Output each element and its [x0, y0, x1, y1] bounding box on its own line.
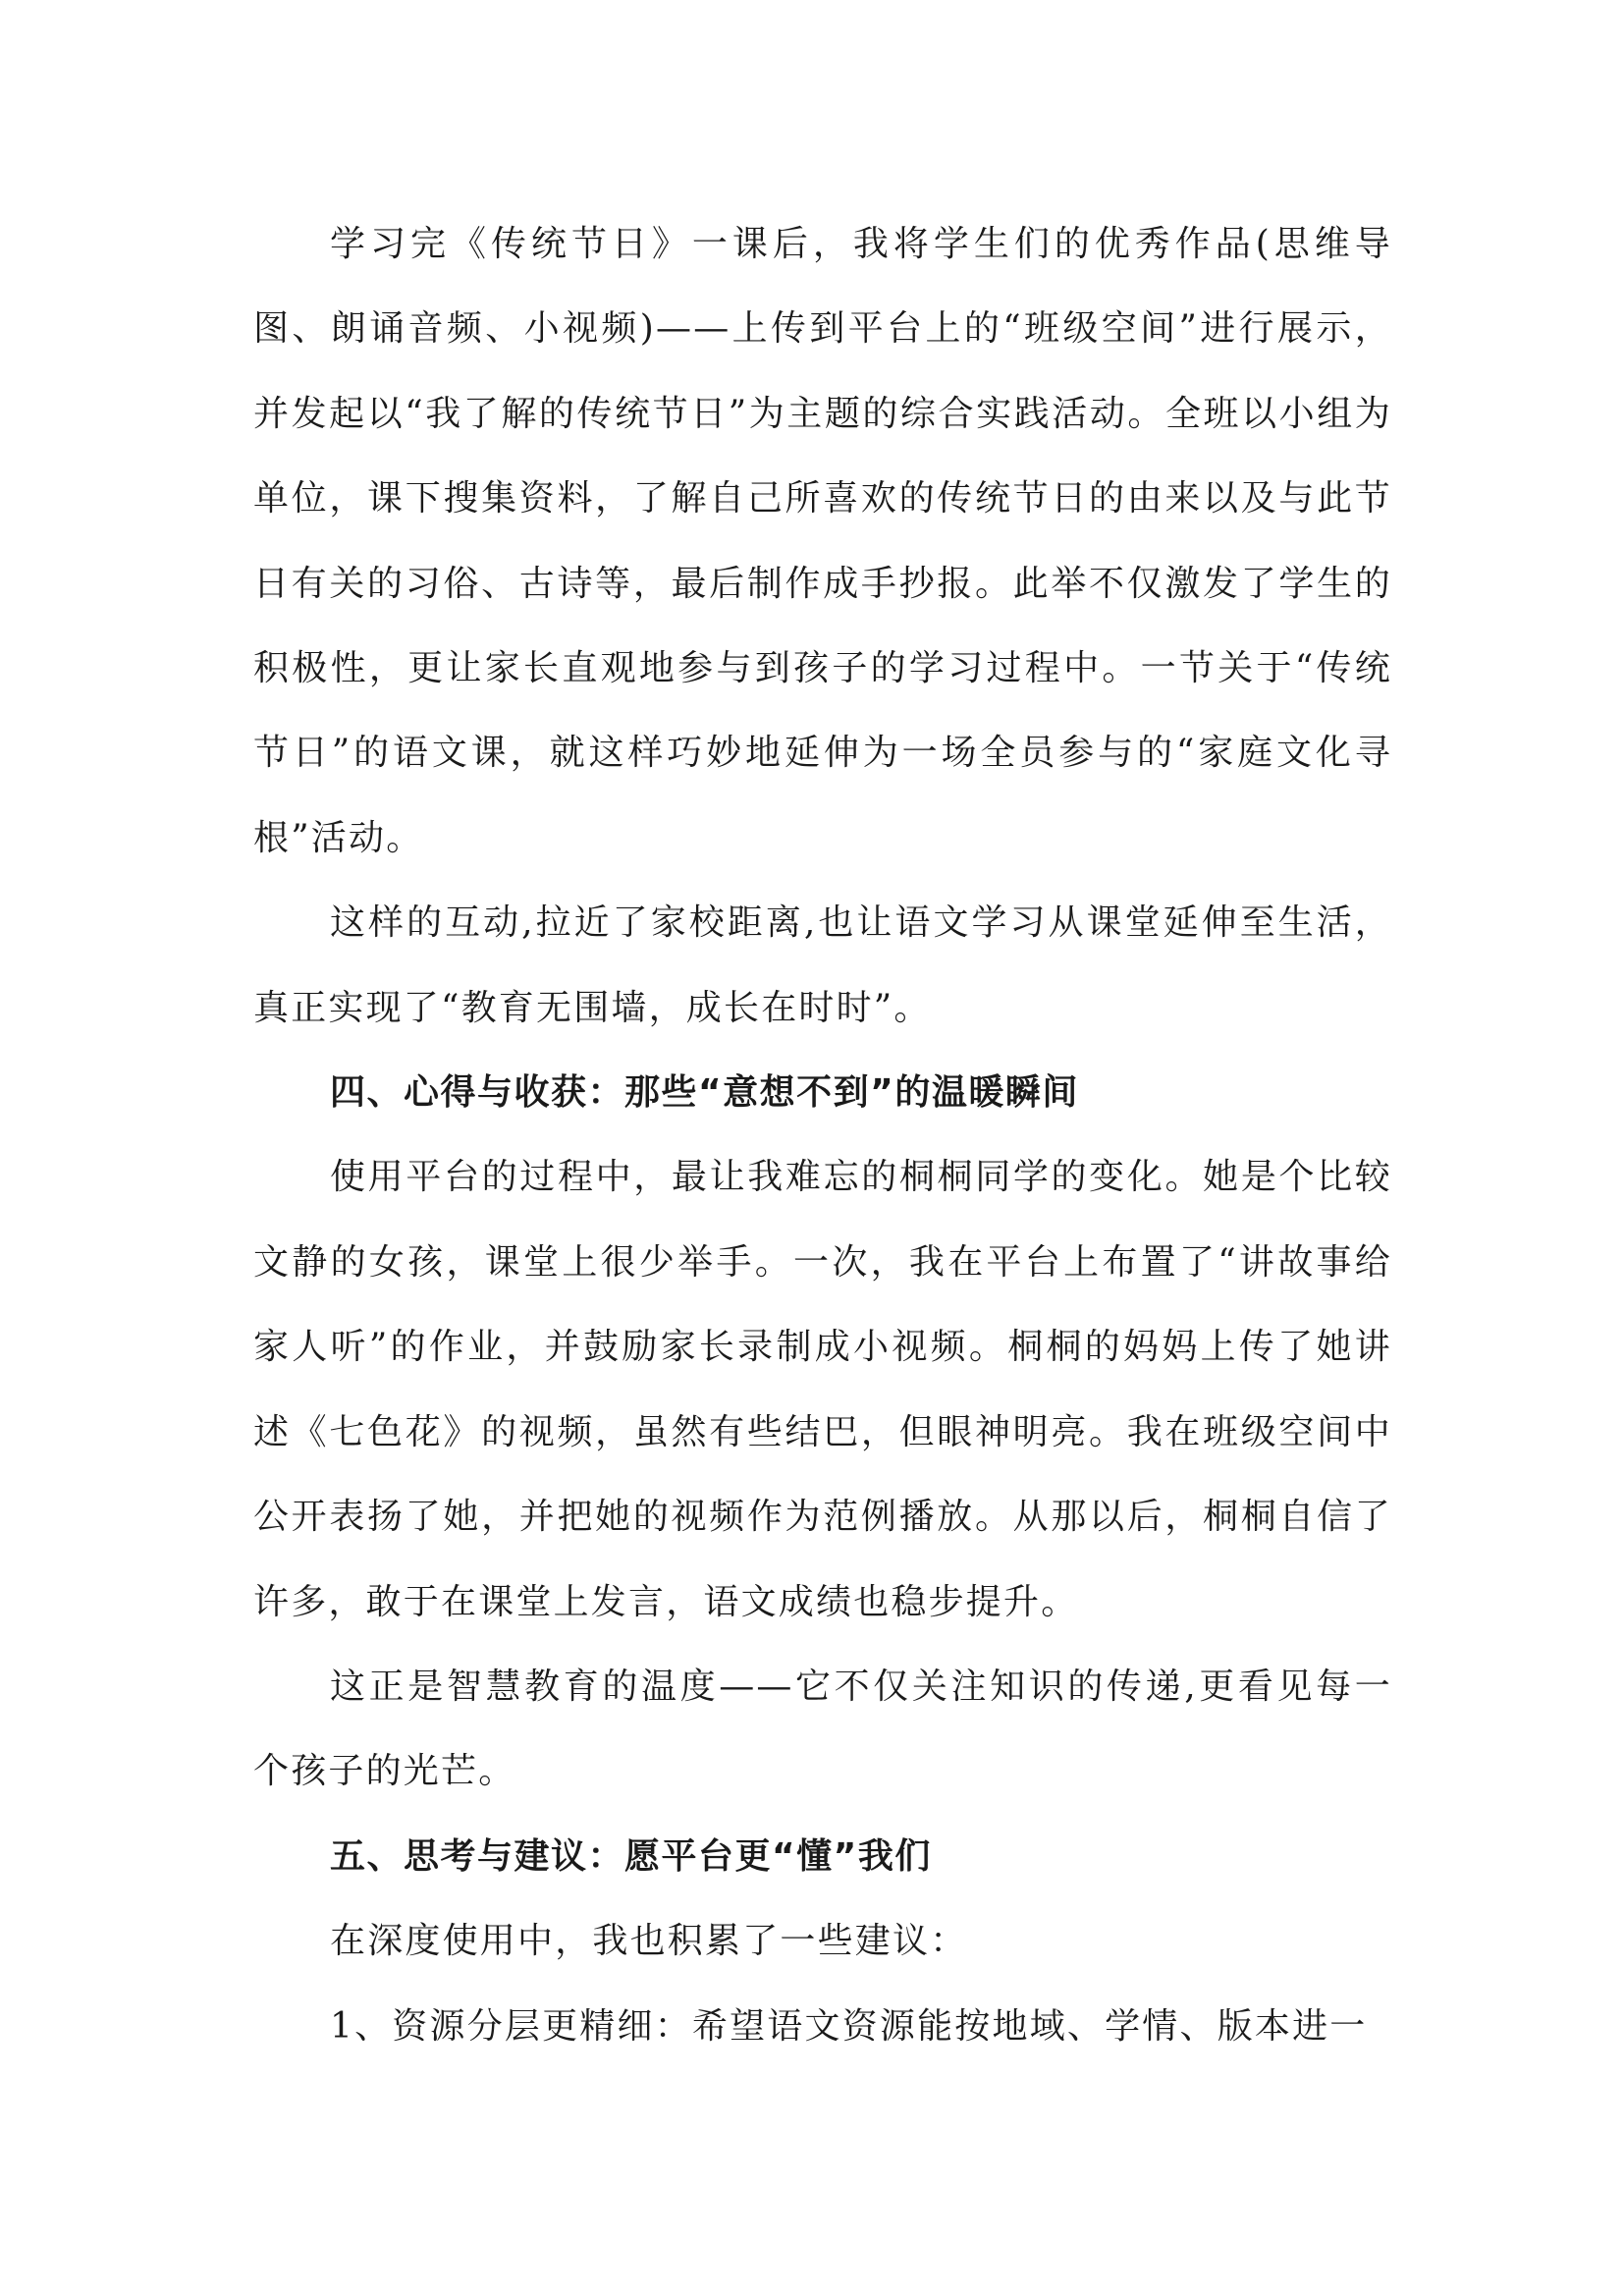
paragraph-suggestion-1: 1、资源分层更精细：希望语文资源能按地域、学情、版本进一	[330, 2005, 1368, 2047]
paragraph-tongtong-story: 使用平台的过程中，最让我难忘的桐桐同学的变化。她是个比较文静的女孩，课堂上很少举手。一次，我在平台上布置了“讲故事给家人听”的作业，并鼓励家长录制成小视频。桐桐的妈妈上传了她讲述《七色花》的视频，虽然有些结巴，但眼神明亮。我在班级空间中公开表扬了她，并把她的视频作为范例播放。从那以后，桐桐自信了许多，敢于在课堂上发言，语文成绩也稳步提升。	[253, 1157, 1392, 1622]
document-body	[253, 202, 1392, 2069]
paragraph-traditional-festival-activity: 学习完《传统节日》一课后，我将学生们的优秀作品(思维导图、朗诵音频、小视频)——上传到平台上的“班级空间”进行展示，并发起以“我了解的传统节日”为主题的综合实践活动。全班以小组为单位，课下搜集资料，了解自己所喜欢的传统节日的由来以及与此节日有关的习俗、古诗等，最后制作成手抄报。此举不仅激发了学生的积极性，更让家长直观地参与到孩子的学习过程中。一节关于“传统节日”的语文课，就这样巧妙地延伸为一场全员参与的“家庭文化寻根”活动。	[253, 224, 1392, 858]
paragraph-suggestions-intro: 在深度使用中，我也积累了一些建议：	[330, 1921, 968, 1962]
paragraph-home-school-interaction: 这样的互动,拉近了家校距离,也让语文学习从课堂延伸至生活，真正实现了“教育无围墙，成长在时时”。	[253, 902, 1392, 1028]
section-heading-4: 四、心得与收获：那些“意想不到”的温暖瞬间	[330, 1072, 1079, 1114]
section-heading-5: 五、思考与建议：愿平台更“懂”我们	[330, 1835, 932, 1877]
paragraph-warmth-of-smart-education: 这正是智慧教育的温度——它不仅关注知识的传递,更看见每一个孩子的光芒。	[253, 1666, 1392, 1792]
